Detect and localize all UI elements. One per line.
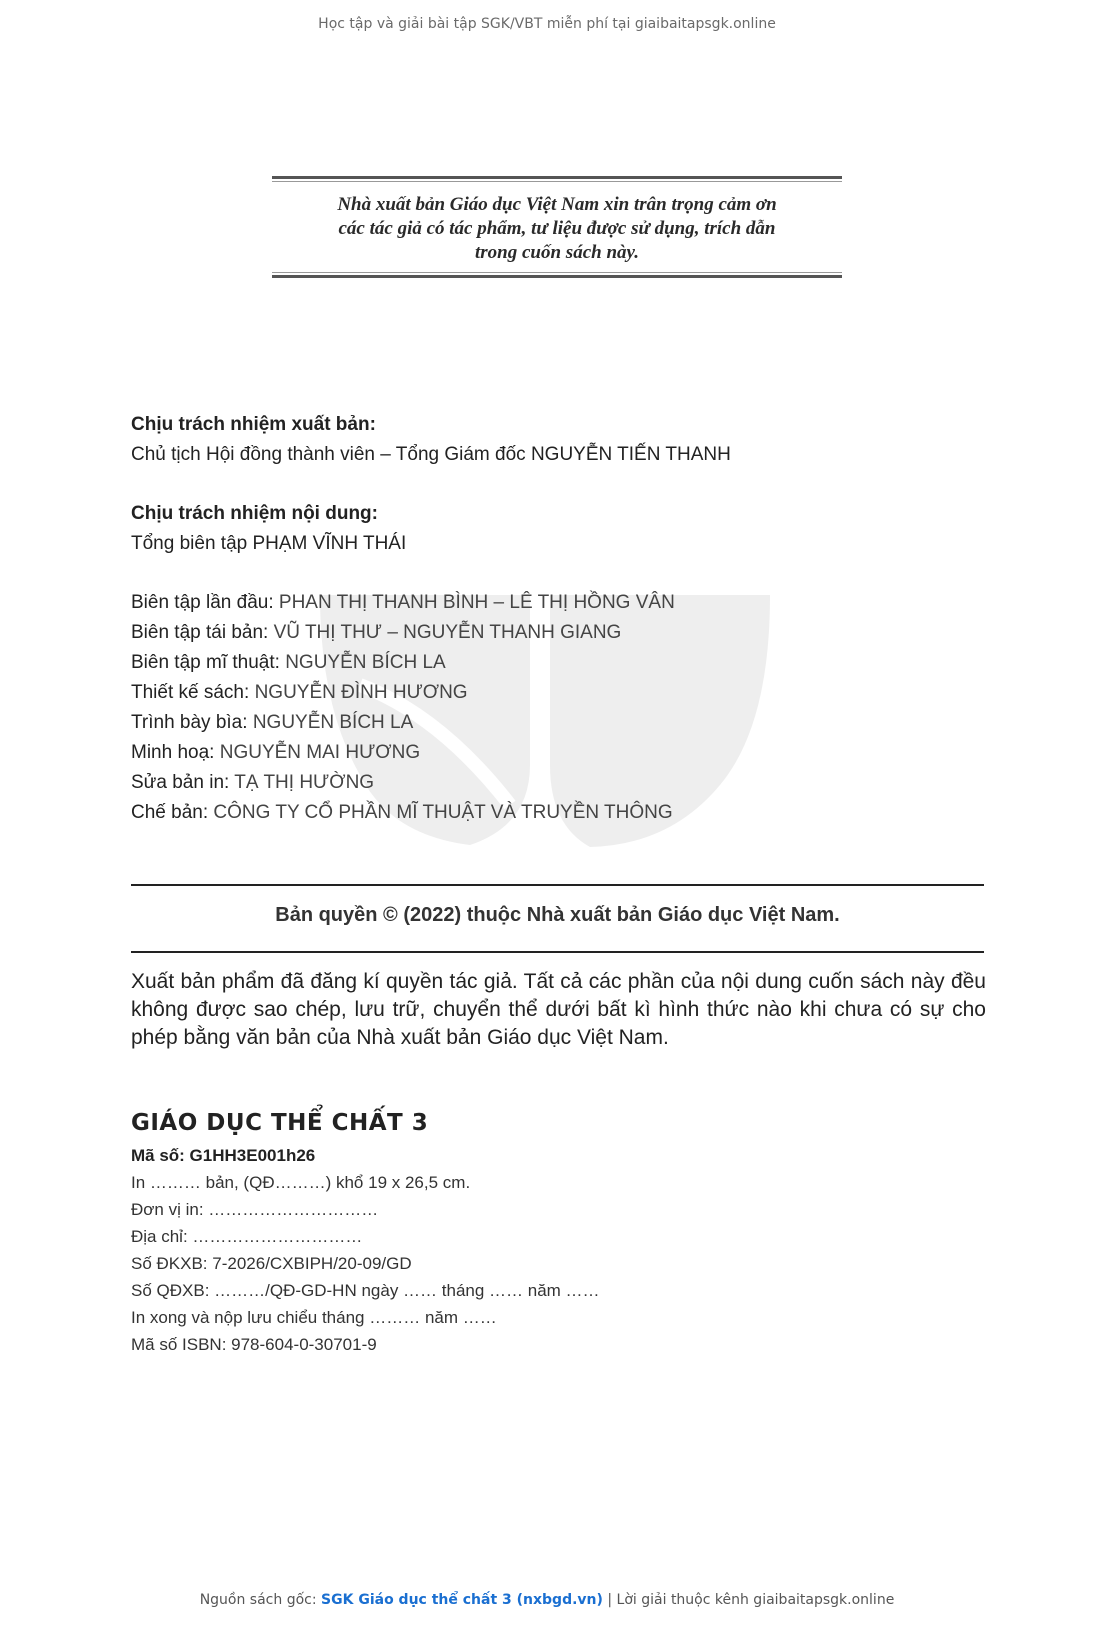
staff-name: NGUYỄN ĐÌNH HƯƠNG — [254, 682, 468, 703]
staff-line — [131, 588, 991, 618]
publishing-responsibility-person: Chủ tịch Hội đồng thành viên – Tổng Giám đốc NGUYỄN TIẾN THANH — [131, 444, 731, 465]
staff-name: NGUYỄN BÍCH LA — [252, 712, 414, 733]
page-header: Học tập và giải bài tập SGK/VBT miễn phí tại giaibaitapsgk.online — [318, 16, 776, 32]
footer-prefix: Nguồn sách gốc: — [199, 1592, 322, 1608]
content-responsibility-heading: Chịu trách nhiệm nội dung: — [131, 503, 378, 524]
book-title: GIÁO DỤC THỂ CHẤT 3 — [131, 1110, 429, 1136]
book-info-line: Số ĐKXB: 7-2026/CXBIPH/20-09/GD — [131, 1254, 412, 1273]
acknowledgement-line: các tác giả có tác phẩm, tư liệu được sử dụng, trích dẫn — [338, 218, 776, 239]
staff-name: PHAN THỊ THANH BÌNH – LÊ THỊ HỒNG VÂN — [278, 592, 675, 613]
book-code: Mã số: G1HH3E001h26 — [131, 1146, 316, 1165]
staff-name: TẠ THỊ HƯỜNG — [234, 772, 375, 793]
book-info-line: In ……… bản, (QĐ………) khổ 19 x 26,5 cm. — [131, 1173, 471, 1192]
content-responsibility-person: Tổng biên tập PHẠM VĨNH THÁI — [131, 533, 407, 554]
staff-line — [131, 798, 991, 828]
acknowledgement-box — [272, 176, 842, 278]
divider-bottom — [131, 951, 984, 953]
staff-line — [131, 618, 991, 648]
book-info-line: Địa chỉ: ………………………… — [131, 1227, 363, 1246]
staff-role: Trình bày bìa: — [131, 712, 253, 733]
staff-line — [131, 768, 991, 798]
footer-suffix: | Lời giải thuộc kênh giaibaitapsgk.online — [602, 1592, 895, 1608]
book-info — [131, 1142, 600, 1358]
staff-line — [131, 648, 991, 678]
credits-section — [131, 410, 991, 828]
staff-name: NGUYỄN BÍCH LA — [285, 652, 446, 673]
staff-role: Thiết kế sách: — [131, 682, 255, 703]
staff-name: VŨ THỊ THƯ – NGUYỄN THANH GIANG — [273, 622, 622, 643]
staff-name: NGUYỄN MAI HƯƠNG — [219, 742, 421, 763]
page-footer — [0, 1592, 1094, 1608]
acknowledgement-line: trong cuốn sách này. — [475, 242, 639, 263]
copyright-notice: Xuất bản phẩm đã đăng kí quyền tác giả. Tất cả các phần của nội dung cuốn sách này đều không được sao chép, lưu trữ, chuyển thể dưới bất kì hình thức nào khi chưa có sự cho phép bằng văn bản của Nhà xuất bản Giáo dục Việt Nam. — [131, 970, 986, 1049]
publishing-responsibility-heading: Chịu trách nhiệm xuất bản: — [131, 414, 376, 435]
staff-line — [131, 738, 991, 768]
acknowledgement-line: Nhà xuất bản Giáo dục Việt Nam xin trân trọng cảm ơn — [337, 194, 777, 215]
divider-top — [131, 884, 984, 886]
source-book-link[interactable]: SGK Giáo dục thể chất 3 (nxbgd.vn) — [321, 1592, 603, 1608]
staff-role: Biên tập tái bản: — [131, 622, 274, 643]
acknowledgement-text — [292, 193, 822, 265]
staff-role: Chế bản: — [131, 802, 214, 823]
staff-role: Biên tập lần đầu: — [131, 592, 279, 613]
staff-role: Biên tập mĩ thuật: — [131, 652, 286, 673]
book-info-line: Số QĐXB: ………/QĐ-GD-HN ngày …… tháng …… năm …… — [131, 1281, 600, 1300]
book-info-line: Đơn vị in: ………………………… — [131, 1200, 379, 1219]
copyright-statement: Bản quyền © (2022) thuộc Nhà xuất bản Giáo dục Việt Nam. — [275, 904, 840, 926]
book-info-line: In xong và nộp lưu chiểu tháng ……… năm …… — [131, 1308, 497, 1327]
book-info-line: Mã số ISBN: 978-604-0-30701-9 — [131, 1335, 377, 1354]
staff-role: Sửa bản in: — [131, 772, 235, 793]
staff-line — [131, 678, 991, 708]
staff-name: CÔNG TY CỔ PHẦN MĨ THUẬT VÀ TRUYỀN THÔNG — [213, 802, 673, 823]
staff-role: Minh hoạ: — [131, 742, 220, 763]
staff-line — [131, 708, 991, 738]
